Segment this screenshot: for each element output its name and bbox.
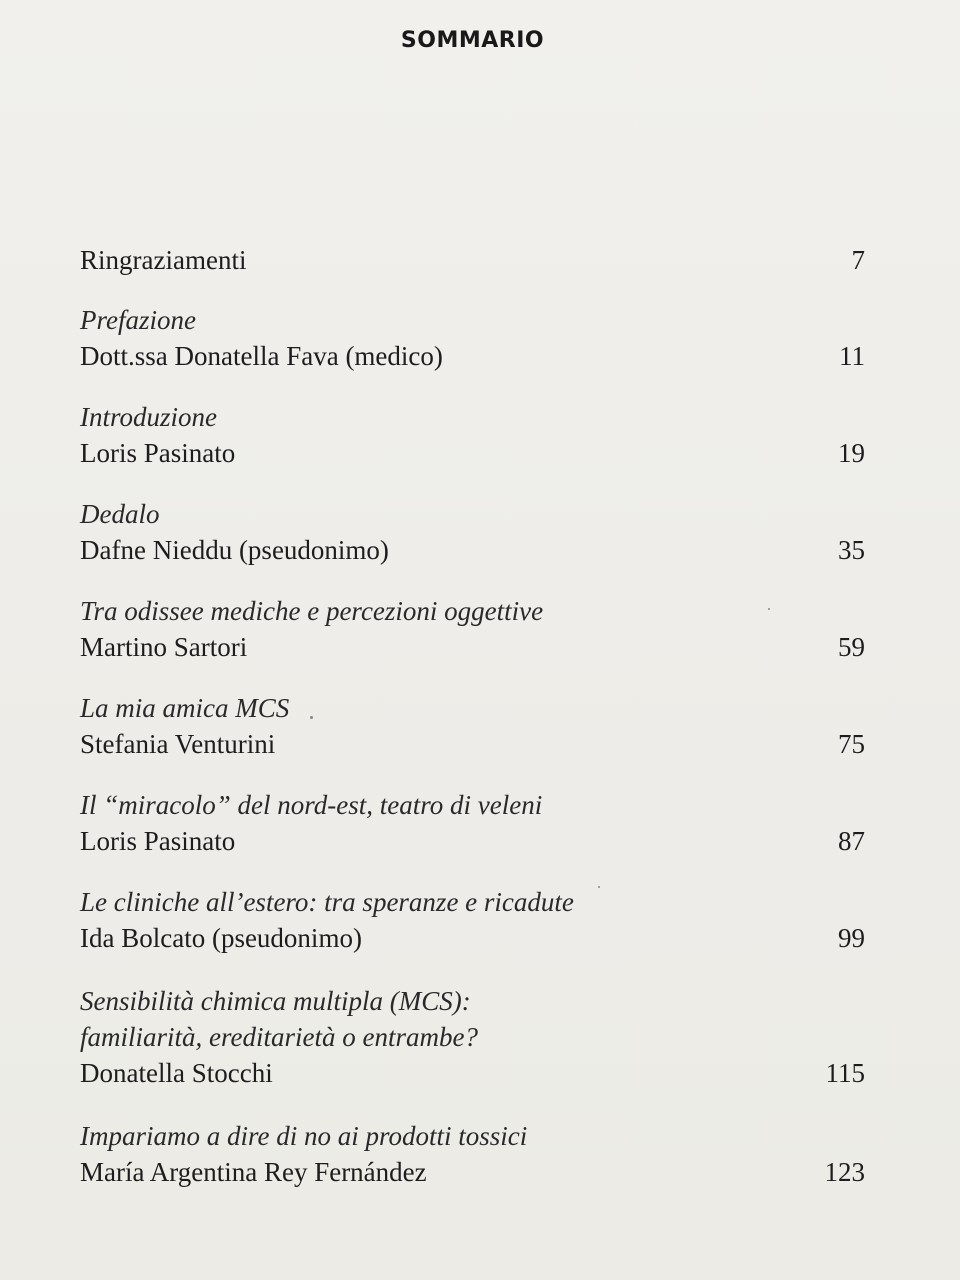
toc-page-number: 115 (825, 1058, 865, 1088)
toc-entry (80, 496, 865, 568)
toc-entry-author: María Argentina Rey Fernández (80, 1157, 427, 1187)
toc-entry-title-line1: Sensibilità chimica multipla (MCS): (80, 986, 471, 1016)
toc-entry-title-line2: familiarità, ereditarietà o entrambe? (80, 1022, 478, 1052)
toc-page-number: 75 (838, 729, 865, 759)
toc-entry-row (80, 1055, 865, 1091)
toc-page-number: 7 (851, 245, 865, 275)
toc-entry (80, 1118, 865, 1190)
toc-entry-row (80, 242, 865, 278)
toc-page-number: 19 (838, 438, 865, 468)
toc-entry (80, 983, 865, 1091)
toc-entry-title: Prefazione (80, 305, 196, 335)
toc-entry-row (80, 726, 865, 762)
toc-entry-row (80, 629, 865, 665)
toc-entry-title: Il “miracolo” del nord-est, teatro di veleni (80, 790, 543, 820)
toc-entry-label: Ringraziamenti (80, 245, 247, 275)
toc-page-number: 87 (838, 826, 865, 856)
toc-page-number: 35 (838, 535, 865, 565)
toc-page-number: 59 (838, 632, 865, 662)
paper-speck (768, 608, 770, 610)
toc-entry-row (80, 823, 865, 859)
toc-entry-row (80, 532, 865, 568)
toc-entry-author: Ida Bolcato (pseudonimo) (80, 923, 362, 953)
toc-entry-author: Dott.ssa Donatella Fava (medico) (80, 341, 443, 371)
toc-entry-row (80, 1154, 865, 1190)
toc-entry-author: Donatella Stocchi (80, 1058, 273, 1088)
toc-page-number: 123 (824, 1157, 865, 1187)
toc-page-number: 99 (838, 923, 865, 953)
toc-entry-row (80, 338, 865, 374)
toc-entry-row (80, 920, 865, 956)
toc-entry-title: Dedalo (80, 499, 160, 529)
toc-entry-author: Loris Pasinato (80, 826, 236, 856)
toc-entry (80, 242, 865, 278)
page-heading: SOMMARIO (400, 28, 545, 53)
toc-entry-title: La mia amica MCS (80, 693, 290, 723)
toc-entry (80, 884, 865, 956)
toc-entry-title: Le cliniche all’estero: tra speranze e ricadute (80, 887, 574, 917)
toc-entry-author: Stefania Venturini (80, 729, 276, 759)
toc-entry-author: Loris Pasinato (80, 438, 236, 468)
paper-speck (598, 886, 600, 888)
toc-entry (80, 593, 865, 665)
toc-entry-title: Tra odissee mediche e percezioni oggettive (80, 596, 544, 626)
toc-entry (80, 787, 865, 859)
toc-entry-title: Introduzione (80, 402, 217, 432)
toc-entry-title: Impariamo a dire di no ai prodotti tossici (80, 1121, 528, 1151)
paper-speck (310, 716, 313, 719)
toc-entry-author: Martino Sartori (80, 632, 248, 662)
toc-entry (80, 399, 865, 471)
toc-entry-row (80, 435, 865, 471)
toc-page-number: 11 (839, 341, 865, 371)
toc-entry (80, 302, 865, 374)
toc-entry (80, 690, 865, 762)
toc-entry-author: Dafne Nieddu (pseudonimo) (80, 535, 389, 565)
